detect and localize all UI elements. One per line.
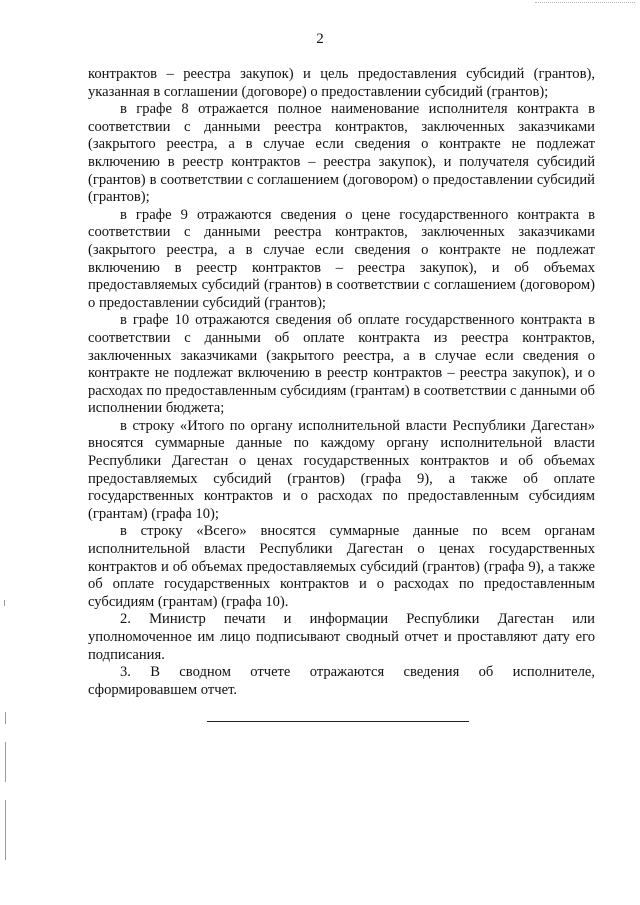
paragraph-continuation: контрактов – реестра закупок) и цель предоставления субсидий (грантов), указанная в соглашении (договоре) о предоставлении субсидий (грантов); bbox=[88, 66, 595, 100]
document-body bbox=[88, 66, 595, 699]
scan-edge-speck bbox=[5, 712, 6, 724]
scan-edge-speck bbox=[5, 800, 6, 860]
paragraph-item-3: 3. В сводном отчете отражаются сведения об исполнителе, сформировавшем отчет. bbox=[88, 664, 595, 698]
closing-rule bbox=[207, 721, 469, 722]
paragraph-grand-total: в строку «Всего» вносятся суммарные данные по всем органам исполнительной власти Республики Дагестан о ценах государственных контрактов и об объемах предоставляемых субсидий (грантов) (графа 9), а также об оплате государственных контрактов и о расходах по предоставленным субсидиям (грантам) (графа 10). bbox=[88, 523, 595, 610]
page-number: 2 bbox=[316, 31, 324, 47]
paragraph-item-2: 2. Министр печати и информации Республики Дагестан или уполномоченное им лицо подписывают сводный отчет и проставляют дату его подписания. bbox=[88, 611, 595, 663]
paragraph-column-8: в графе 8 отражается полное наименование исполнителя контракта в соответствии с данными реестра контрактов, заключенных заказчиками (закрытого реестра, а в случае если сведения о контракте не подлежат включению в реестр контрактов – реестра закупок), и получателя субсидий (грантов) в соответствии с соглашением (договором) о предоставлении субсидий (грантов); bbox=[88, 101, 595, 206]
scan-edge-speck bbox=[4, 600, 5, 606]
paragraph-total-by-agency: в строку «Итого по органу исполнительной власти Республики Дагестан» вносятся суммарные данные по каждому органу исполнительной власти Республики Дагестан о ценах государственных контрактов и об объемах предоставляемых субсидий (грантов) (графа 9), а также об оплате государственных контрактов и о расходах по предоставленным субсидиям (грантам) (графа 10); bbox=[88, 417, 595, 522]
scan-edge-speck bbox=[5, 742, 6, 782]
paragraph-column-10: в графе 10 отражаются сведения об оплате государственного контракта в соответствии с данными об оплате контракта из реестра контрактов, заключенных заказчиками (закрытого реестра, а в случае если сведения о контракте не подлежат включению в реестр контрактов – реестра закупок), и о расходах по предоставленным субсидиям (грантам) в соответствии с данными об исполнении бюджета; bbox=[88, 312, 595, 417]
scan-artifact-marks bbox=[535, 2, 635, 6]
paragraph-column-9: в графе 9 отражаются сведения о цене государственного контракта в соответствии с данными реестра контрактов, заключенных заказчиками (закрытого реестра, а в случае если сведения о контракте не подлежат включению в реестр контрактов – реестра закупок), и об объемах предоставляемых субсидий (грантов) в соответствии с соглашением (договором) о предоставлении субсидий (грантов); bbox=[88, 206, 595, 311]
